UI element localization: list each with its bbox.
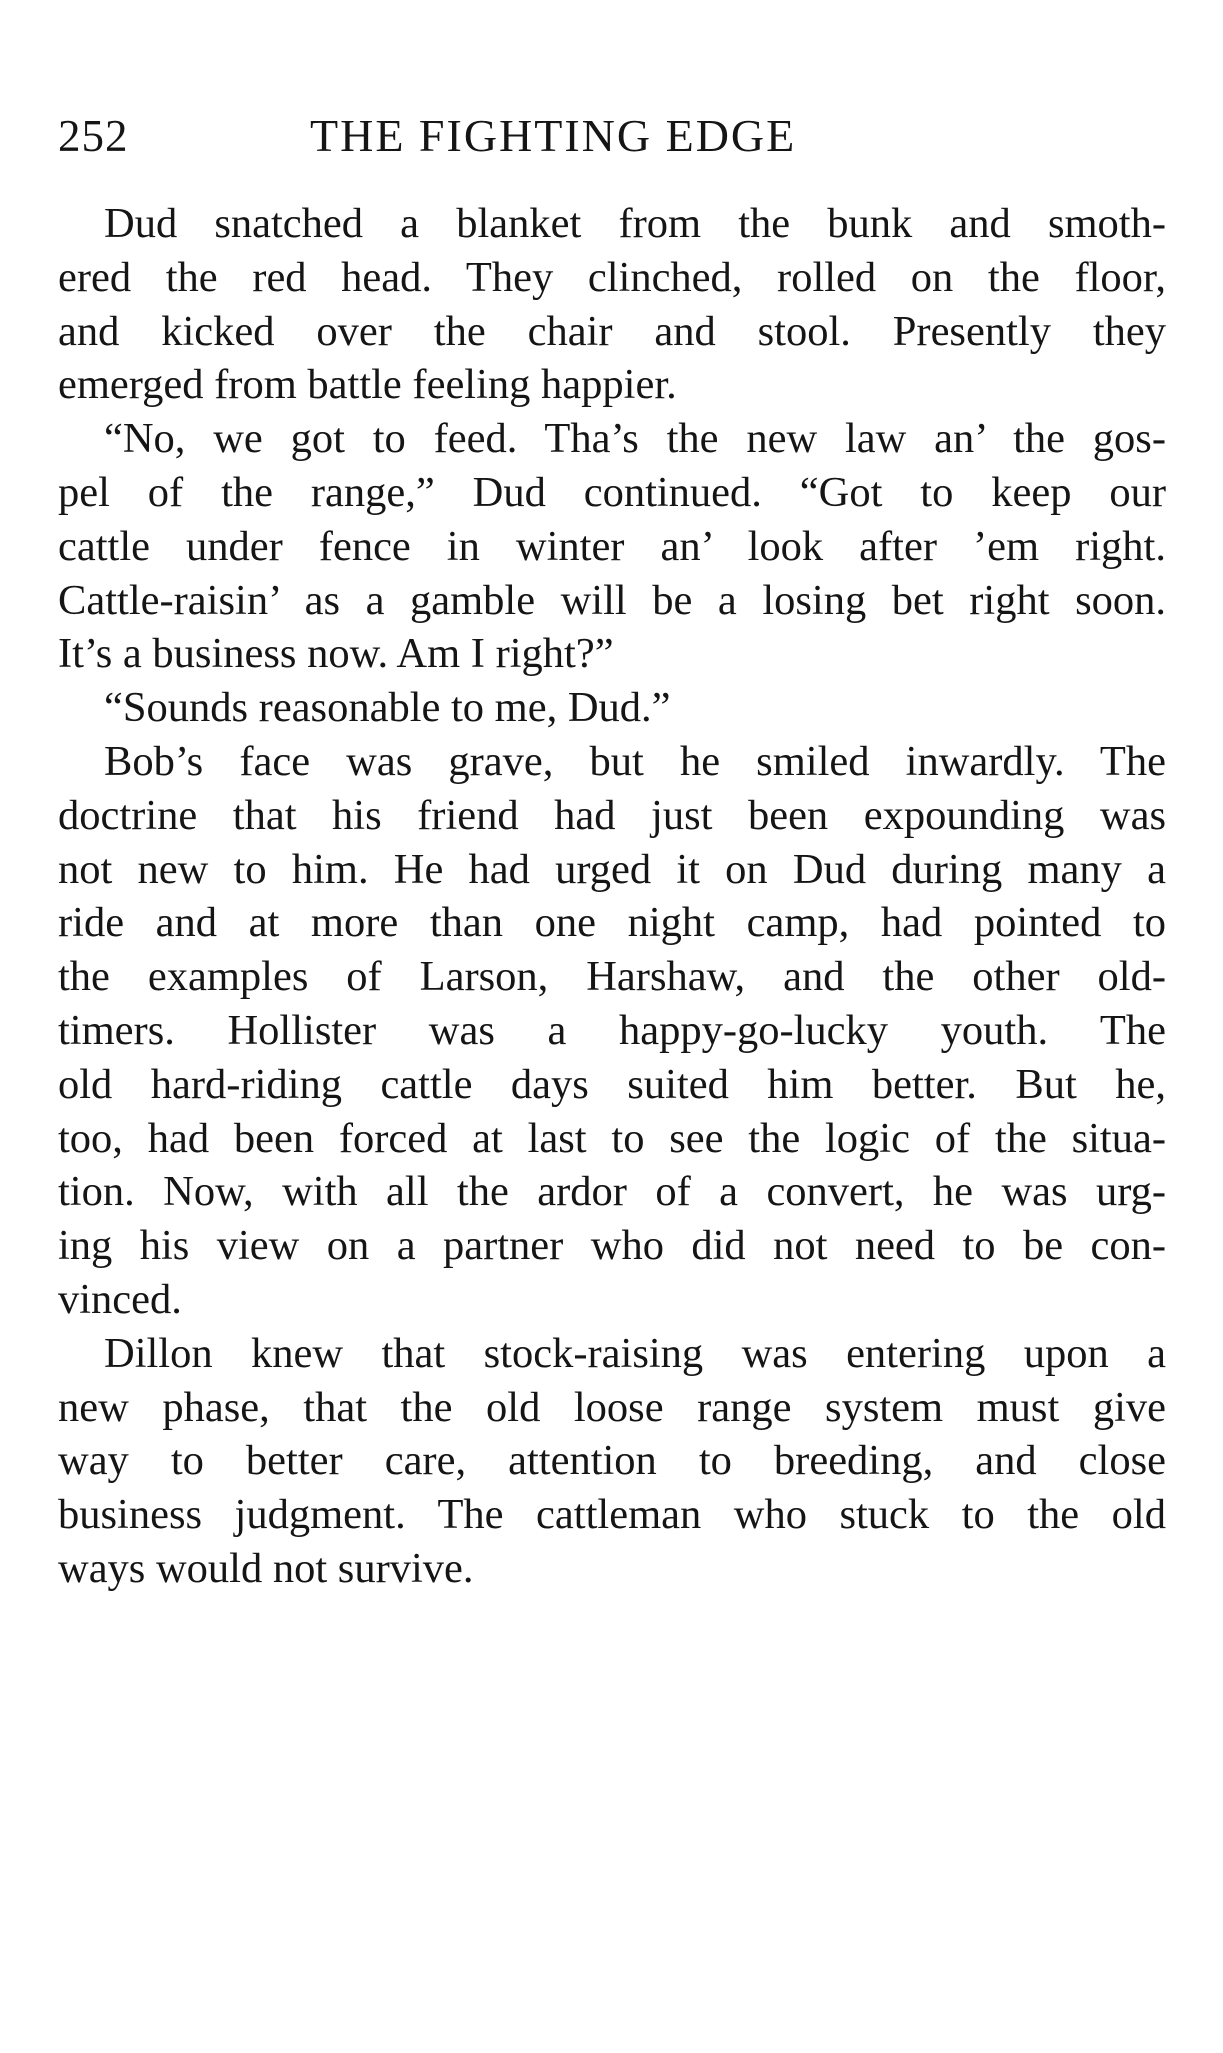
text-line: ered the red head. They clinched, rolled on the floor, (58, 253, 1166, 301)
text-line: doctrine that his friend had just been expounding was (58, 791, 1166, 839)
text-line: old hard-riding cattle days suited him better. But he, (58, 1060, 1166, 1108)
text-line: pel of the range,” Dud continued. “Got to keep our (58, 468, 1166, 516)
text-line: ways would not survive. (58, 1544, 474, 1592)
text-line: ing his view on a partner who did not need to be con- (58, 1222, 1166, 1270)
text-line: Cattle-raisin’ as a gamble will be a losing bet right soon. (58, 576, 1166, 624)
paragraph (58, 412, 1166, 681)
text-line: and kicked over the chair and stool. Presently they (58, 307, 1166, 355)
running-head (58, 106, 1166, 166)
text-line: the examples of Larson, Harshaw, and the other old- (58, 953, 1166, 1001)
text-line: tion. Now, with all the ardor of a convert, he was urg- (58, 1168, 1166, 1216)
text-line: timers. Hollister was a happy-go-lucky youth. The (58, 1006, 1166, 1054)
text-line: Dud snatched a blanket from the bunk and smoth- (104, 200, 1166, 247)
text-line: cattle under fence in winter an’ look after ’em right. (58, 522, 1166, 570)
body-text (58, 197, 1166, 1596)
page-number: 252 (58, 111, 129, 161)
text-line: ride and at more than one night camp, had pointed to (58, 899, 1166, 947)
text-line: too, had been forced at last to see the logic of the situa- (58, 1114, 1166, 1162)
running-title: THE FIGHTING EDGE (310, 110, 797, 161)
paragraph (58, 1327, 1166, 1596)
text-line: Dillon knew that stock-raising was entering upon a (104, 1329, 1166, 1377)
text-line: way to better care, attention to breeding, and close (58, 1437, 1166, 1485)
text-line: new phase, that the old loose range system must give (58, 1383, 1166, 1431)
text-line: emerged from battle feeling happier. (58, 361, 677, 409)
paragraph (58, 197, 1166, 412)
text-line: Bob’s face was grave, but he smiled inwardly. The (104, 737, 1166, 785)
text-line: not new to him. He had urged it on Dud during many a (58, 845, 1166, 893)
text-line: “No, we got to feed. Tha’s the new law an’ the gos- (104, 415, 1166, 463)
paragraph (58, 681, 1166, 735)
text-line: vinced. (58, 1275, 182, 1323)
text-line: “Sounds reasonable to me, Dud.” (104, 684, 671, 732)
paragraph (58, 735, 1166, 1327)
text-line: It’s a business now. Am I right?” (58, 630, 614, 678)
text-line: business judgment. The cattleman who stuck to the old (58, 1491, 1166, 1539)
